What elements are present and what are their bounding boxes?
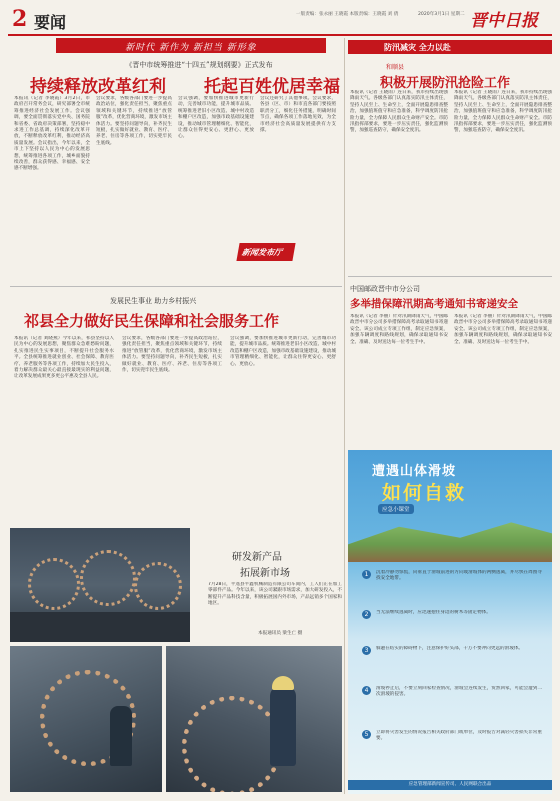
tip-number: 3 [362, 646, 371, 655]
main-kicker: 《晋中市统筹推进“十四五”规划纲要》正式发布 [125, 61, 273, 69]
tip-number: 5 [362, 730, 371, 739]
stamp-text: 新闻发布厅 [241, 248, 283, 257]
tip-number: 4 [362, 686, 371, 695]
flood-body-col2: 本报讯（记者 王晓雨）连日来，我市持续出现强降雨天气。各级各部门认真落实防汛主体责任，坚持人民至上、生命至上，全面开展隐患排查整治，加强值班值守和应急准备，科学调度防汛抢险力量，全力保障人民群众生命财产安全。市防汛指挥部要求，要进一步压实责任，强化监测预警，加强巡查防守，确保安全度汛。 [454, 90, 552, 134]
press-release-stamp [236, 243, 295, 261]
worker-helmet [272, 676, 294, 690]
tip-text: 立即将灾害发生的情况报告相关政府部门或单位，及时报告对减轻灾害损失非常重要。 [376, 730, 542, 742]
page-header [0, 0, 560, 36]
page-number: 2 [12, 6, 28, 32]
housing-kicker: 发展民生事业 助力乡村振兴 [110, 297, 197, 305]
promo-title-2: 如何自救 [382, 482, 467, 504]
tip-text: 沉着冷静勿惊慌，向垂直于滑坡前进的方向或滑坡体的两侧逃离，并尽快在周围寻找安全地带。 [376, 570, 542, 582]
main-body-col3: 会议强调，要加快推进城市更新行动，完善城市功能，提升城市品质。统筹推进老旧小区改造、城中村改造和棚户区改造，加强市政基础设施建设，推动城市管理精细化、智能化，让群众住得更安心、更舒心、更放心。 [178, 96, 254, 140]
promo-subtitle: 应急小课堂 [378, 504, 414, 514]
factory-photo-bottom-left [10, 646, 162, 792]
header-date: 2020年3月1日 星期二 [418, 12, 465, 17]
main-body-col4: 会议还研究了其他事项。会议要求，各县（区、市）和市直各部门要按照职责分工，细化任务措施，明确时间节点，确保各项工作落地见效，为全市经济社会高质量发展提供有力支撑。 [260, 96, 336, 134]
paper-name: 晋中日报 [470, 11, 538, 31]
post-headline: 多举措保障汛期高考通知书寄递安全 [350, 298, 518, 310]
promo-title: 遭遇山体滑坡 [372, 464, 457, 479]
worker [110, 706, 132, 766]
photo-titles [196, 528, 342, 580]
tip-text: 滑坡停止后，不要立刻回家检查情况，滑坡会连续发生，贸然回家，可能会遭到二次滑坡的侵害。 [376, 686, 542, 698]
photo-title-1: 研发新产品 [232, 552, 282, 563]
tip-number: 2 [362, 610, 371, 619]
photo-caption-box [208, 582, 342, 642]
photo-title-2: 拓展新市场 [240, 568, 290, 579]
post-body-col2: 本报讯（记者 李丽）针对汛期降雨天气，中国邮政晋中市分公司多举措保障高考录取通知书寄递安全。该公司成立专项工作组，制定应急预案，加强车辆调度和路线规划，确保录取通知书安全、准确、及时送达每一位考生手中。 [454, 314, 552, 345]
factory-photo-top [10, 528, 190, 642]
section-name: 要闻 [34, 13, 67, 32]
photo-credit: 本报通讯员 梁生亡 摄 [258, 631, 303, 636]
flood-banner-label: 防汛减灾 全力以赴 [384, 43, 451, 52]
flood-pretitle: 和顺县 [386, 64, 405, 71]
flood-headline: 积极开展防汛抢险工作 [380, 76, 511, 91]
large-stator [182, 696, 282, 792]
tip-text: 当无法继续逃离时，应迅速抱住身边的树木等固定物体。 [376, 610, 491, 615]
flood-body-col1: 本报讯（记者 王晓雨）连日来，我市持续出现强降雨天气。各级各部门认真落实防汛主体责任，坚持人民至上、生命至上，全面开展隐患排查整治，加强值班值守和应急准备，科学调度防汛抢险力量，全力保障人民群众生命财产安全。市防汛指挥部要求，要进一步压实责任，强化监测预警，加强巡查防守，确保安全度汛。 [350, 90, 448, 134]
housing-headline: 祁县全力做好民生保障和社会服务工作 [24, 312, 280, 330]
flood-banner [348, 40, 552, 54]
housing-body-col2: 会议要求，各级各部门要进一步提高政治站位，强化责任担当，聚焦重点领域和关键环节，持续推进“放管服”改革，优化营商环境，激发市场主体活力。要坚持问题导向，补齐民生短板，扎实做好就业、教育、医疗、养老、住房等各项工作，切实兜牢民生底线。 [122, 336, 222, 374]
header-rule [8, 34, 552, 36]
slogan-text: 新时代 新作为 新担当 新形象 [125, 43, 257, 53]
main-headline-right: 托起百姓优居幸福 [204, 77, 340, 97]
divider [10, 286, 342, 287]
motor-stator [28, 558, 80, 610]
post-body-col1: 本报讯（记者 李丽）针对汛期降雨天气，中国邮政晋中市分公司多举措保障高考录取通知书寄递安全。该公司成立专项工作组，制定应急预案，加强车辆调度和路线规划，确保录取通知书安全、准确、及时送达每一位考生手中。 [350, 314, 448, 345]
main-headline-left: 持续释放改革红利 [30, 77, 166, 97]
main-body-col1: 本报讯（记者 李晓霞）3月2日，市政府召开常务会议，研究部署全市统筹推进经济社会发展工作。会议强调，要全面贯彻落实党中央、国务院和省委、省政府决策部署，坚持稳中求进工作总基调，持续深化改革开放，不断释放改革红利，推动经济高质量发展。会议指出，今年以来，全市上下坚持以人民为中心的发展思想，统筹推进各项工作，城乡面貌持续改善，群众获得感、幸福感、安全感不断增强。 [14, 96, 90, 172]
factory-photo-bottom-right [166, 646, 342, 792]
landslide-promo [348, 450, 552, 794]
promo-footer: 应急管理部新闻宣传司、人民网联合出品 [348, 780, 552, 790]
tip-number: 1 [362, 570, 371, 579]
photo-caption: 7月28日，平遥县平鑫机械制造有限公司车间内，工人们正在加工零部件产品。今年以来，该公司紧跟市场需求，加大研发投入，不断提升产品科技含量，积极拓展国内外市场，产品远销多个国家和地区。 [208, 582, 342, 607]
header-meta: 一版责编：张永丽 王晓霞 本版责编：王晓霞 刘 倩 [296, 12, 399, 17]
column-divider [344, 38, 345, 794]
housing-body-col3: 会议强调，要加快推进城市更新行动，完善城市功能，提升城市品质。统筹推进老旧小区改造、城中村改造和棚户区改造，加强市政基础设施建设，推动城市管理精细化、智能化，让群众住得更安心、更舒心、更放心。 [230, 336, 336, 367]
housing-body-col1: 本报讯（记者 刘晓燕）今年以来，祁县坚持以人民为中心的发展思想，聚焦群众急难愁盼问题，扎实推进民生实事项目，不断提升社会服务水平。全县统筹推进就业创业、社会保障、教育医疗、养老服务等各项工作，持续加大民生投入，着力解决群众最关心最直接最现实的利益问题，让改革发展成果更多更公平惠及全县人民。 [14, 336, 114, 380]
shop-floor [10, 612, 190, 642]
post-pretitle: 中国邮政晋中市分公司 [350, 285, 420, 293]
motor-stator [80, 550, 136, 606]
tip-text: 躲避在结实的障碍物下，注意保护好头部，千万不要冲向更远的滑坡体。 [376, 646, 524, 651]
motor-stator [134, 562, 182, 610]
slogan-banner [56, 38, 326, 53]
main-body-col2: 会议要求，各级各部门要进一步提高政治站位，强化责任担当，聚焦重点领域和关键环节，持续推进“放管服”改革，优化营商环境，激发市场主体活力。要坚持问题导向，补齐民生短板，扎实做好就业、教育、医疗、养老、住房等各项工作，切实兜牢民生底线。 [96, 96, 172, 146]
landslide-illustration [348, 518, 552, 562]
divider [348, 276, 552, 277]
worker [270, 686, 296, 766]
